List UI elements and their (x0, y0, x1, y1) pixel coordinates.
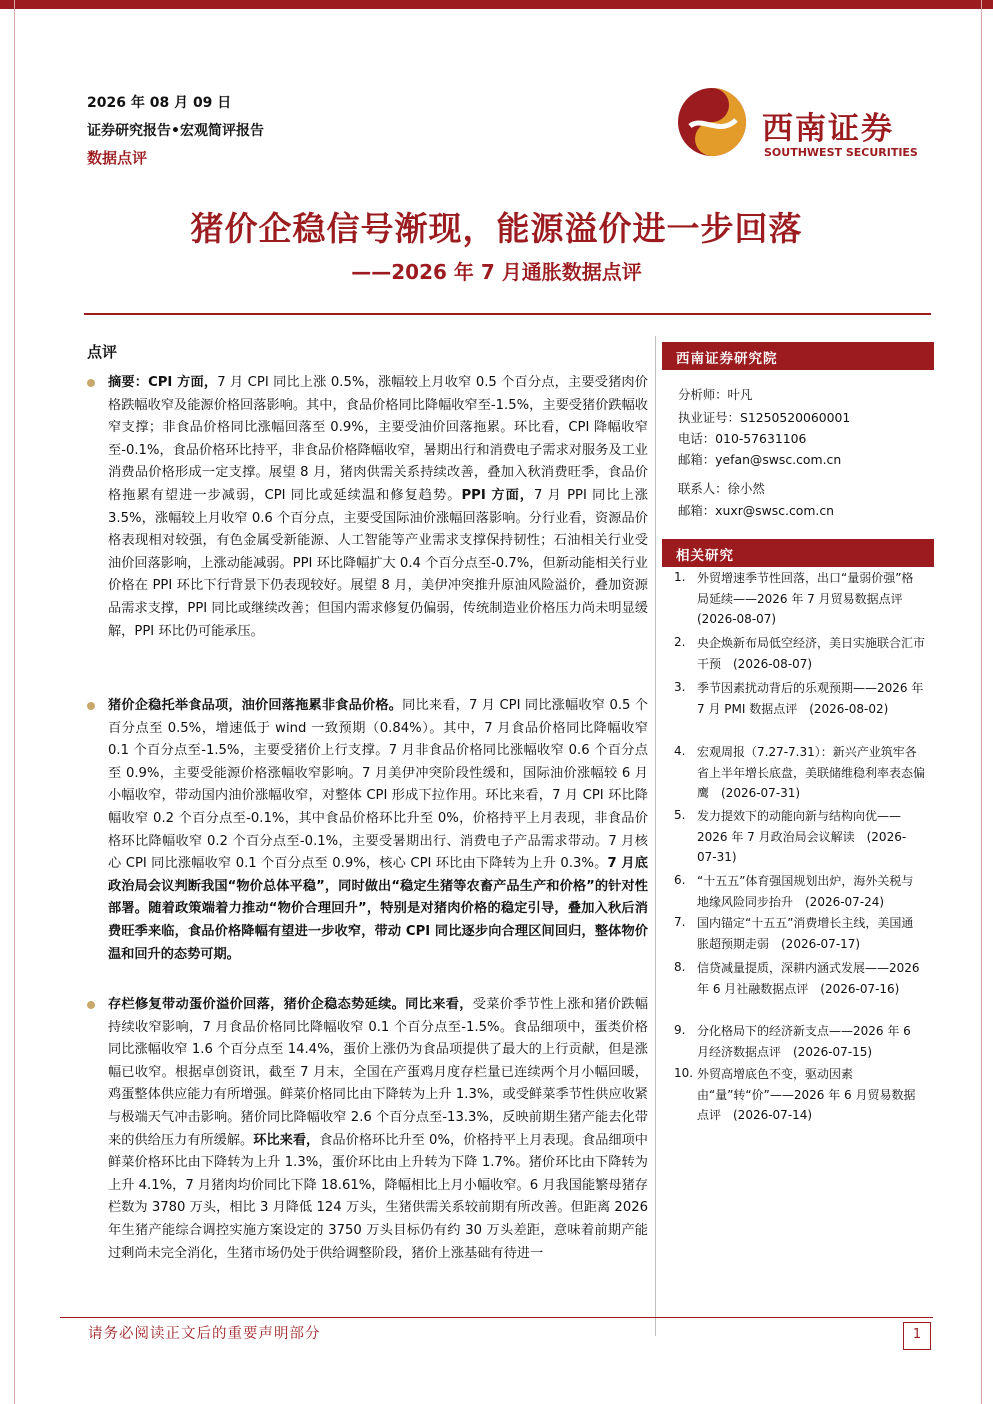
bullet-text: 猪价企稳托举食品项，油价回落拖累非食品价格。同比来看，7 月 CPI 同比涨幅收窄 0.5 个百分点至 0.5%，增速低于 wind 一致预期（0.84%）。其中，7 月食品价格同比降幅收窄 0.1 个百分点至-1.5%，主要受猪价上行支撑。7 月非食品价格同比涨幅收窄 0.6 个百分点至 0.9%，主要受能源价格涨幅收窄影响。7 月美伊冲突阶段性缓和，国际油价涨幅较 6 月小幅收窄，带动国内油价涨幅收窄，对整体 CPI 形成下拉作用。环比来看，7 月 CPI 环比降幅收窄 0.2 个百分点至-0.1%，其中食品价格环比升至 0%，价格持平上月表现，非食品价格环比降幅收窄 0.2 个百分点至-0.1%，主要受暑期出行、消费电子产品需求带动。7 月核心 CPI 同比涨幅收窄 0.1 个百分点至 0.9%，核心 CPI 环比由下降转为上升 0.3%。7 月底政治局会议判断我国“物价总体平稳”，同时做出“稳定生猪等农畜产品生产和价格”的针对性部署。随着政策端着力推动“物价合理回升”，特别是对猪肉价格的稳定引导，叠加入秋后消费旺季来临，食品价格降幅有望进一步收窄，带动 CPI 同比逐步向合理区间回归，整体物价温和回升的态势可期。 (108, 698, 648, 962)
sidebar-related-header: 相关研究 (662, 539, 934, 567)
related-item-number: 7. (674, 915, 686, 929)
related-item[interactable]: 央企焕新布局低空经济，美日实施联合汇市干预 (2026-08-07) (697, 636, 926, 671)
company-logo-icon (676, 86, 748, 158)
company-name-cn: 西南证券 (762, 111, 894, 147)
bullet-text: 摘要：CPI 方面，7 月 CPI 同比上涨 0.5%，涨幅较上月收窄 0.5 个百分点，主要受猪肉价格跌幅收窄及能源价格回落影响。其中，食品价格同比降幅收窄至-1.5%，主要受猪价跌幅收窄支撑；非食品价格同比涨幅回落至 0.9%，主要受油价回落拖累。环比看，CPI 降幅收窄至-0.1%，食品价格环比持平，非食品价格降幅收窄，暑期出行和消费电子需求对服务及工业消费品价格形成一定支撑。展望 8 月，猪肉供需关系持续改善，叠加入秋消费旺季，食品价格拖累有望进一步减弱，CPI 同比或延续温和修复趋势。PPI 方面，7 月 PPI 同比上涨 3.5%，涨幅较上月收窄 0.6 个百分点，主要受国际油价涨幅回落影响。分行业看，资源品价格表现相对较强，有色金属受新能源、人工智能等产业需求支撑保持韧性；石油相关行业受油价回落影响，上涨动能减弱。PPI 环比降幅扩大 0.4 个百分点至-0.7%，但新动能相关行业价格在 PPI 环比下行背景下仍表现较好。展望 8 月，美伊冲突推升原油风险溢价，叠加资源品需求支撑，PPI 同比或继续改善；但国内需求修复仍偏弱，传统制造业价格压力尚未明显缓解，PPI 环比仍可能承压。 (108, 375, 648, 639)
related-item-number: 1. (674, 570, 686, 584)
related-item[interactable]: 宏观周报（7.27-7.31）：新兴产业筑牢各省上半年增长底盘，美联储维稳利率表态偏鹰 (2026-07-31) (697, 745, 926, 800)
footer-notice: 请务必阅读正文后的重要声明部分 (88, 1326, 321, 1342)
related-item-number: 3. (674, 680, 686, 694)
bullet-dot-icon (87, 379, 95, 387)
report-type: 证券研究报告•宏观简评报告 (87, 123, 264, 139)
related-item[interactable]: 外贸高增底色不变，驱动因素由“量”转“价”——2026 年 6 月贸易数据点评 (2026-07-14) (697, 1067, 916, 1122)
contact-analyst: 分析师：叶凡 (678, 387, 753, 402)
related-item-number: 5. (674, 808, 686, 822)
bullet-text: 存栏修复带动蛋价溢价回落，猪价企稳态势延续。同比来看，受菜价季节性上涨和猪价跌幅持续收窄影响，7 月食品价格同比降幅收窄 0.1 个百分点至-1.5%。食品细项中，蛋类价格同比涨幅收窄 1.6 个百分点至 14.4%，蛋价上涨仍为食品项提供了最大的上行贡献，但是涨幅已收窄。根据卓创资讯，截至 7 月末，全国在产蛋鸡月度存栏量已连续两个月小幅回暖，鸡蛋整体供应能力有所增强。鲜菜价格同比由下降转为上升 1.3%，或受鲜菜季节性供应收紧与极端天气冲击影响。猪价同比降幅收窄 2.6 个百分点至-13.3%，反映前期生猪产能去化带来的供给压力有所缓解。环比来看，食品价格环比升至 0%，价格持平上月表现。食品细项中鲜菜价格环比由下降转为上升 1.3%，蛋价环比由上升转为下降 1.7%。猪价环比由下降转为上升 4.1%，7 月猪肉均价同比下降 18.61%，降幅相比上月小幅收窄。6 月我国能繁母猪存栏数为 3780 万头，相比 3 月降低 124 万头，生猪供需关系较前期有所改善。但距离 2026 年生猪产能综合调控实施方案设定的 3750 万头目标仍有约 30 万头差距，意味着前期产能过剩尚未完全消化，生猪市场仍处于供给调整阶段，猪价上涨基础有待进一 (108, 997, 649, 1261)
page-number: 1 (912, 1327, 922, 1342)
company-name-en: SOUTHWEST SECURITIES (764, 146, 918, 159)
bullet-dot-icon (87, 1001, 95, 1009)
bullet-dot-icon (87, 702, 95, 710)
top-accent-bar (0, 0, 993, 9)
contact-email[interactable]: 邮箱：yefan@swsc.com.cn (678, 452, 842, 467)
report-date: 2026 年 08 月 09 日 (87, 95, 232, 111)
related-item-number: 10. (674, 1066, 694, 1080)
contact-phone: 电话：010-57631106 (678, 431, 807, 446)
related-item[interactable]: 分化格局下的经济新支点——2026 年 6 月经济数据点评 (2026-07-15) (697, 1024, 911, 1059)
title-divider (84, 313, 931, 315)
report-subtitle: ——2026 年 7 月通胀数据点评 (351, 260, 642, 284)
footer-divider (60, 1317, 933, 1318)
contact-license: 执业证号：S1250520060001 (678, 410, 851, 425)
sidebar-divider (655, 336, 656, 1336)
related-item[interactable]: 国内锚定“十五五”消费增长主线，美国通胀超预期走弱 (2026-07-17) (697, 916, 914, 951)
contact-person: 联系人：徐小然 (678, 481, 765, 496)
report-category: 数据点评 (87, 149, 148, 167)
related-item[interactable]: 发力提效下的动能向新与结构向优——2026 年 7 月政治局会议解读 (2026-07-31) (697, 809, 907, 864)
related-item[interactable]: 信贷减量提质，深耕内涵式发展——2026 年 6 月社融数据点评 (2026-07-16) (697, 961, 920, 996)
related-item-number: 4. (674, 744, 686, 758)
related-item[interactable]: 季节因素扰动背后的乐观预期——2026 年 7 月 PMI 数据点评 (2026-08-02) (697, 681, 924, 716)
page-number-box (903, 1322, 931, 1350)
report-title: 猪价企稳信号渐现，能源溢价进一步回落 (190, 209, 803, 248)
related-item-number: 9. (674, 1023, 686, 1037)
section-label: 点评 (87, 343, 118, 361)
related-item-number: 2. (674, 635, 686, 649)
related-item-number: 8. (674, 960, 686, 974)
related-item-number: 6. (674, 873, 686, 887)
related-item[interactable]: 外贸增速季节性回落，出口“量弱价强”格局延续——2026 年 7 月贸易数据点评 (2026-08-07) (697, 571, 915, 626)
related-item[interactable]: “十五五”体育强国规划出炉，海外关税与地缘风险同步抬升 (2026-07-24) (697, 874, 914, 909)
contact-person-email[interactable]: 邮箱：xuxr@swsc.com.cn (678, 503, 835, 518)
sidebar-institute-header: 西南证券研究院 (662, 342, 934, 370)
